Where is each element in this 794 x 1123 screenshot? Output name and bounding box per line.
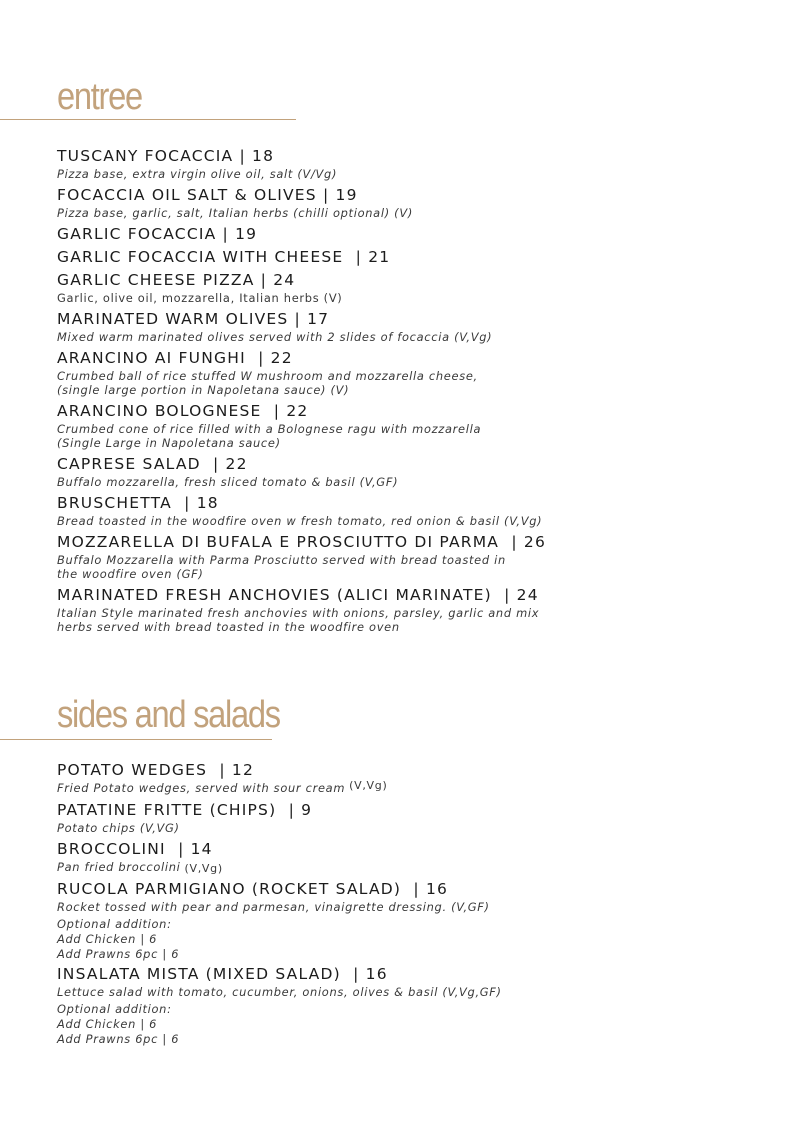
menu-item-name: MARINATED FRESH ANCHOVIES (ALICI MARINATE) | 24 [57,586,539,604]
menu-item [57,147,737,181]
menu-item-description: Potato chips (V,VG) [57,821,180,835]
menu-item-name: GARLIC CHEESE PIZZA | 24 [57,271,296,289]
menu-item-name: BROCCOLINI | 14 [57,840,213,858]
menu-item [57,349,737,397]
menu-item-description: Crumbed cone of rice filled with a Bolognese ragu with mozzarella (Single Large in Napoletana sauce) [57,422,482,450]
menu-item-name: RUCOLA PARMIGIANO (ROCKET SALAD) | 16 [57,880,449,898]
optional-additions: Optional addition: Add Chicken | 6 Add Prawns 6pc | 6 [57,1002,180,1046]
menu-item-description: Garlic, olive oil, mozzarella, Italian herbs (V) [57,291,343,305]
menu-item-description: Pizza base, garlic, salt, Italian herbs (chilli optional) (V) [57,206,413,220]
menu-item-description: Crumbed ball of rice stuffed W mushroom and mozzarella cheese, (single large portion in Napoletana sauce) (V) [57,369,478,397]
menu-item [57,225,737,244]
sides-menu-list [57,759,737,1050]
menu-item [57,586,737,634]
menu-item [57,840,737,875]
menu-item-description [57,860,737,875]
menu-item [57,965,737,1047]
menu-item-description: Buffalo mozzarella, fresh sliced tomato & basil (V,GF) [57,475,399,489]
menu-item [57,801,737,835]
menu-item-name: POTATO WEDGES | 12 [57,761,255,779]
menu-item-description-text: Fried Potato wedges, served with sour cream [57,781,346,795]
menu-item-description: Rocket tossed with pear and parmesan, vinaigrette dressing. (V,GF) [57,900,490,914]
menu-item-description: Buffalo Mozzarella with Parma Prosciutto served with bread toasted in the woodfire oven (GF) [57,553,506,581]
menu-item-name: TUSCANY FOCACCIA | 18 [57,147,275,165]
menu-item-description: Italian Style marinated fresh anchovies with onions, parsley, garlic and mix herbs served with bread toasted in the woodfire oven [57,606,540,634]
menu-item-name: CAPRESE SALAD | 22 [57,455,248,473]
menu-item-name: ARANCINO AI FUNGHI | 22 [57,349,293,367]
menu-item [57,402,737,450]
menu-item-description: Bread toasted in the woodfire oven w fresh tomato, red onion & basil (V,Vg) [57,514,543,528]
menu-item-description: Lettuce salad with tomato, cucumber, onions, olives & basil (V,Vg,GF) [57,985,502,999]
menu-item-name: GARLIC FOCACCIA | 19 [57,225,258,243]
menu-item-description-text: Pan fried broccolini [57,860,181,874]
entree-menu-list [57,145,737,639]
menu-item-name: MOZZARELLA DI BUFALA E PROSCIUTTO DI PARMA | 26 [57,533,547,551]
sides-divider [0,739,272,740]
menu-item-description: Pizza base, extra virgin olive oil, salt (V/Vg) [57,167,338,181]
menu-item-description [57,781,737,796]
menu-item-name: PATATINE FRITTE (CHIPS) | 9 [57,801,313,819]
optional-additions: Optional addition: Add Chicken | 6 Add Prawns 6pc | 6 [57,917,180,961]
menu-item [57,533,737,581]
menu-item [57,761,737,796]
menu-item [57,880,737,962]
menu-item [57,271,737,305]
menu-item-description: Mixed warm marinated olives served with 2 slides of focaccia (V,Vg) [57,330,493,344]
menu-item-name: GARLIC FOCACCIA WITH CHEESE | 21 [57,248,391,266]
menu-item [57,494,737,528]
menu-item [57,186,737,220]
menu-item [57,248,737,267]
menu-item [57,455,737,489]
menu-item-name: ARANCINO BOLOGNESE | 22 [57,402,309,420]
dietary-tag: (V,Vg) [184,862,223,875]
entree-section-title: entree [57,76,142,118]
entree-divider [0,119,296,120]
menu-item-name: BRUSCHETTA | 18 [57,494,219,512]
sides-section-title: sides and salads [57,694,280,736]
menu-item-name: FOCACCIA OIL SALT & OLIVES | 19 [57,186,358,204]
menu-item-name: INSALATA MISTA (MIXED SALAD) | 16 [57,965,388,983]
dietary-tag: (V,Vg) [349,779,388,792]
menu-item-name: MARINATED WARM OLIVES | 17 [57,310,330,328]
menu-item [57,310,737,344]
